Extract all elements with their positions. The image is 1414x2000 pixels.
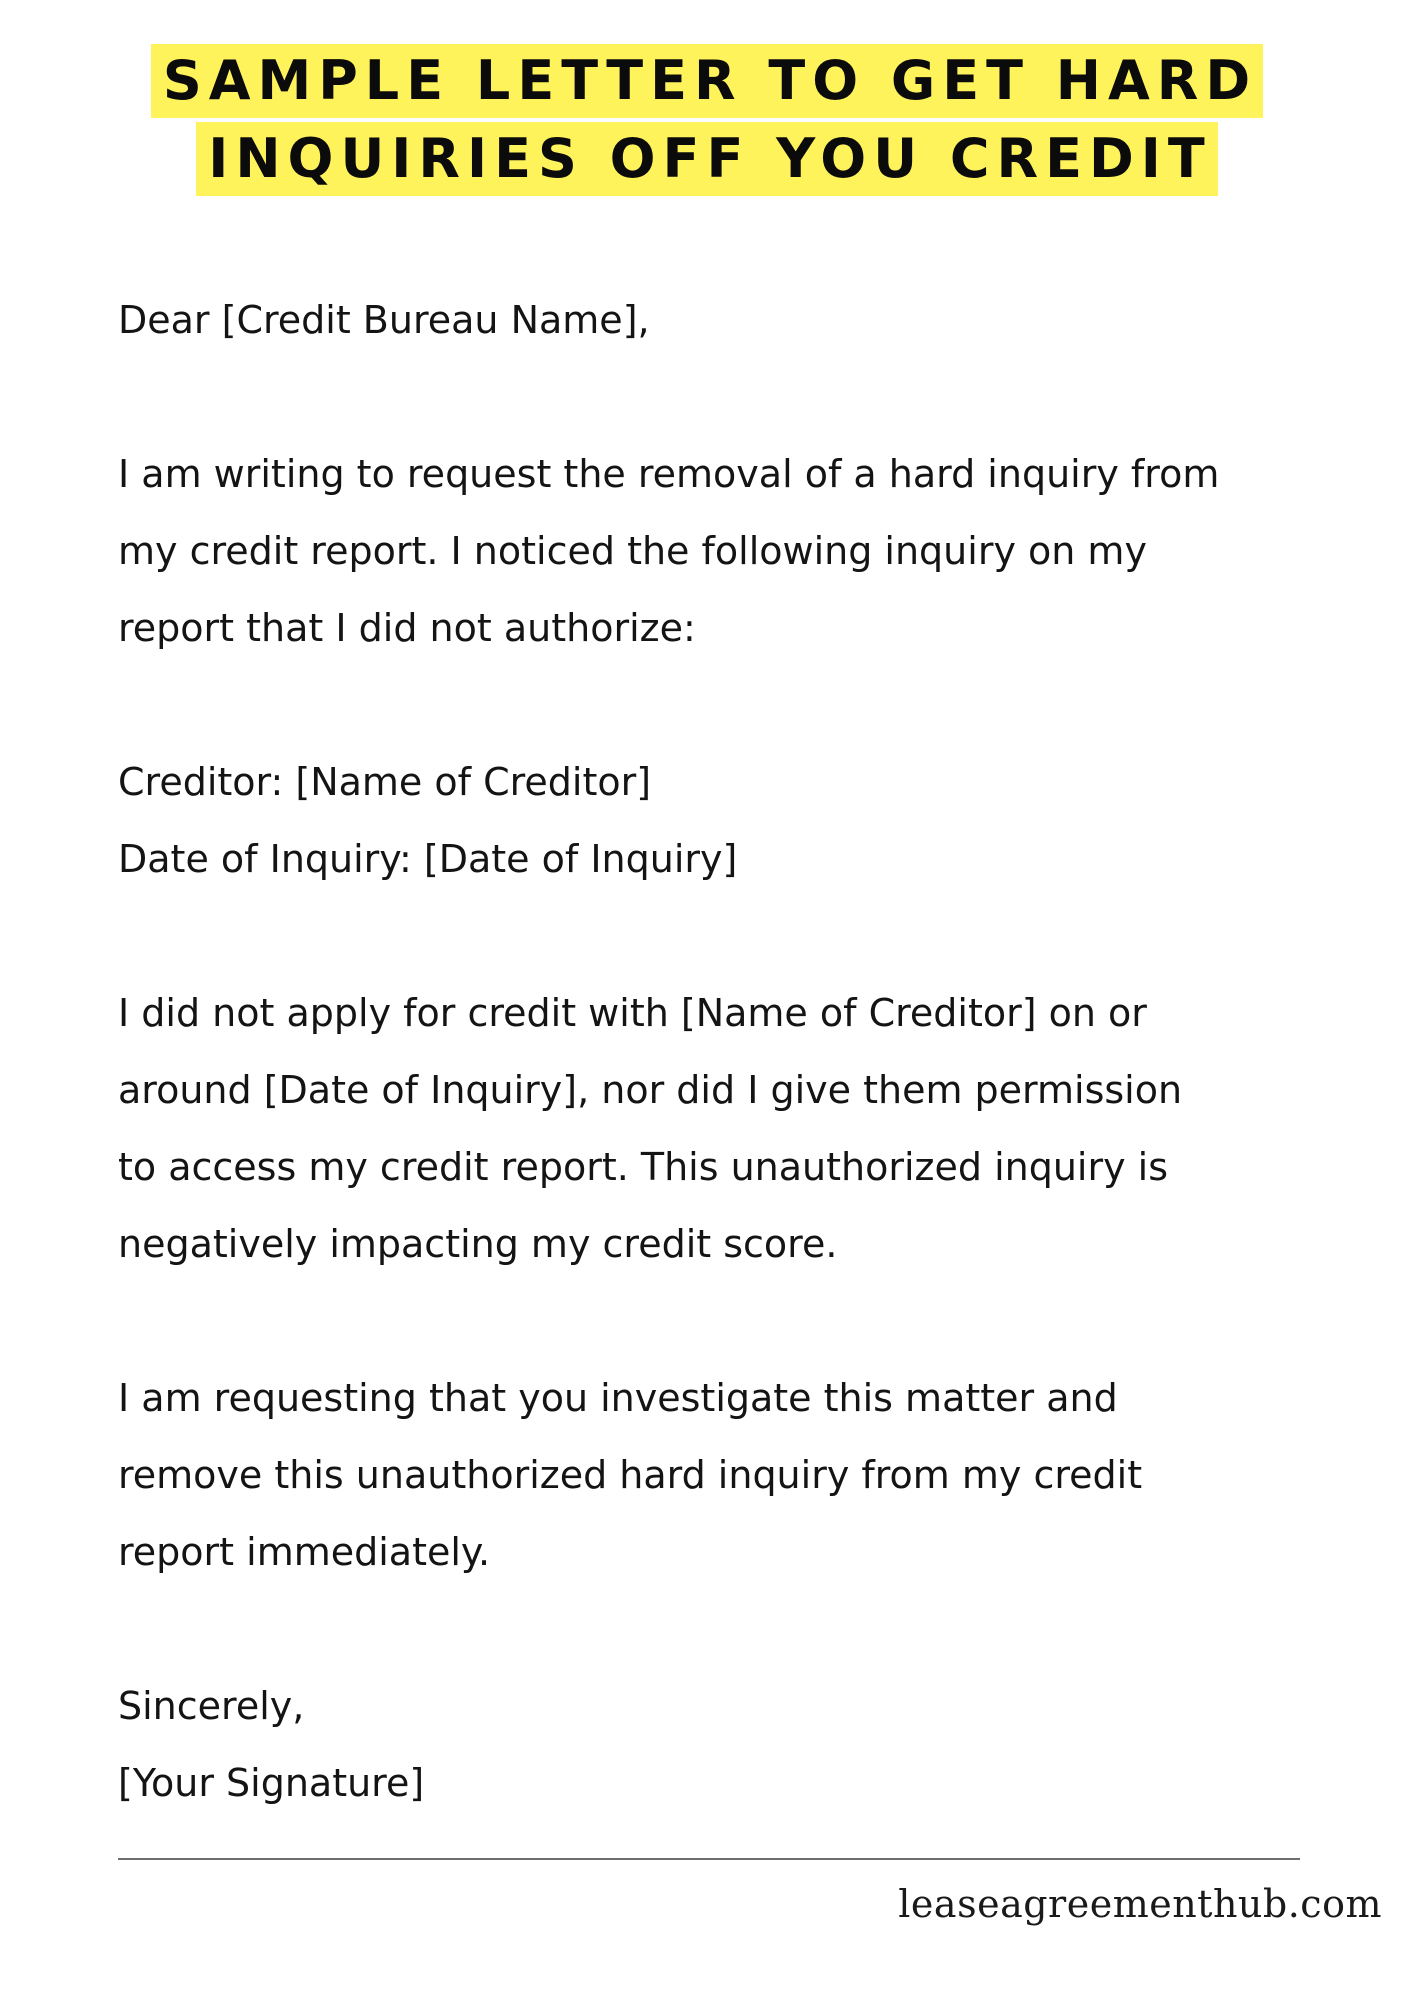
paragraph-line: remove this unauthorized hard inquiry from my credit	[118, 1453, 1143, 1497]
paragraph-line: I am requesting that you investigate this matter and	[118, 1376, 1118, 1420]
paragraph-gap	[118, 1591, 1348, 1668]
paragraph-request	[118, 436, 1348, 667]
paragraph-action	[118, 1360, 1348, 1591]
paragraph-line: I am writing to request the removal of a hard inquiry from	[118, 452, 1220, 496]
paragraph-line: I did not apply for credit with [Name of Creditor] on or	[118, 991, 1147, 1035]
paragraph-gap	[118, 359, 1348, 436]
inquiry-details	[118, 744, 1348, 898]
salutation: Dear [Credit Bureau Name],	[118, 298, 650, 342]
paragraph-gap	[118, 667, 1348, 744]
title-line-1: SAMPLE LETTER TO GET HARD	[151, 44, 1263, 118]
document-title	[0, 44, 1414, 200]
paragraph-gap	[118, 898, 1348, 975]
title-line-2: INQUIRIES OFF YOU CREDIT	[196, 122, 1217, 196]
paragraph-line: around [Date of Inquiry], nor did I give them permission	[118, 1068, 1183, 1112]
paragraph-line: negatively impacting my credit score.	[118, 1222, 838, 1266]
letter-body	[118, 282, 1348, 1822]
paragraph-explanation	[118, 975, 1348, 1283]
creditor-detail: Creditor: [Name of Creditor]	[118, 760, 652, 804]
paragraph-line: to access my credit report. This unauthorized inquiry is	[118, 1145, 1169, 1189]
signature-placeholder: [Your Signature]	[118, 1761, 425, 1805]
inquiry-date-detail: Date of Inquiry: [Date of Inquiry]	[118, 837, 738, 881]
paragraph-gap	[118, 1283, 1348, 1360]
footer-divider	[118, 1858, 1300, 1860]
paragraph-line: report immediately.	[118, 1530, 491, 1574]
closing: Sincerely,	[118, 1684, 305, 1728]
footer-website: leaseagreementhub.com	[898, 1882, 1382, 1926]
paragraph-line: report that I did not authorize:	[118, 606, 696, 650]
paragraph-line: my credit report. I noticed the following inquiry on my	[118, 529, 1147, 573]
